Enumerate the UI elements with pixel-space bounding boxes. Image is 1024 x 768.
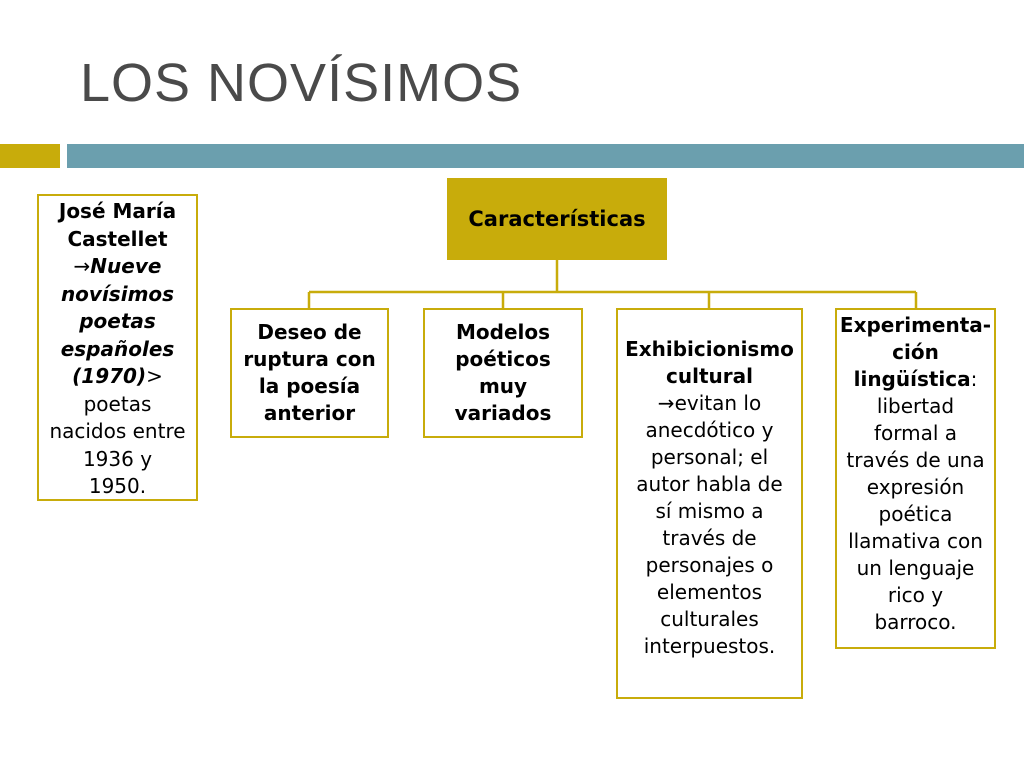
child-node-line: la poesía [258, 374, 361, 398]
child-node-body-line: un lenguaje [856, 556, 975, 580]
child-node-body-line: llamativa con [848, 529, 983, 553]
book-title-line: Nueve [90, 254, 162, 278]
castellet-desc-line: poetas [83, 391, 152, 416]
child-node-modelos-poeticos [423, 308, 583, 438]
child-node-body-line: través de [662, 526, 757, 550]
child-node-line: poéticos [455, 347, 551, 371]
child-node-body-line: formal a [873, 421, 958, 445]
child-node-body-line: autor habla de [636, 472, 783, 496]
child-node-body-line: culturales [660, 607, 759, 631]
slide-title: LOS NOVÍSIMOS [80, 53, 523, 113]
book-title-line: poetas [79, 309, 156, 333]
child-node-line: anterior [263, 401, 356, 425]
book-title-line: novísimos [60, 281, 175, 306]
child-node-body-line: personal; el [650, 445, 769, 469]
child-node-title-line: Exhibicionismo [625, 337, 794, 361]
child-node-body-line: través de una [846, 448, 985, 472]
book-title-line: españoles [60, 336, 175, 361]
book-year: (1970) [72, 364, 147, 388]
child-node-deseo-ruptura [230, 308, 389, 438]
root-node-label: Características [468, 206, 646, 231]
castellet-author-line: Castellet [67, 226, 168, 251]
arrow-right-icon: → [657, 391, 675, 415]
castellet-box [37, 194, 198, 501]
child-node-line: muy [478, 374, 528, 398]
child-node-line: variados [454, 401, 552, 425]
child-node-body-line: interpuestos. [643, 634, 776, 658]
arrow-right-icon: → [73, 254, 91, 278]
root-node-caracteristicas [447, 178, 667, 260]
child-node-body-line: personajes o [645, 553, 774, 577]
child-node-title-line: ción [892, 340, 939, 364]
child-node-title-line: Experimenta- [839, 313, 992, 337]
child-node-body-line: rico y [887, 583, 944, 607]
gt-symbol: > [146, 364, 163, 388]
child-node-body-line: poética [878, 502, 953, 526]
child-node-title-line: lingüística [853, 367, 971, 391]
castellet-author-line: José María [58, 199, 177, 223]
child-node-body-line: expresión [866, 475, 965, 499]
child-node-body-line: anecdótico y [645, 418, 774, 442]
child-node-body-line: barroco. [874, 610, 957, 634]
child-node-body-line: libertad [876, 394, 955, 418]
child-node-title-line: cultural [666, 364, 753, 388]
castellet-desc-line: 1950. [88, 474, 147, 498]
child-node-body-line: evitan lo [674, 391, 762, 415]
castellet-desc-line: nacidos entre [49, 419, 186, 443]
child-node-line: Modelos [455, 320, 551, 344]
child-node-exhibicionismo [616, 308, 803, 699]
child-node-experimentacion [835, 308, 996, 649]
child-node-line: Deseo de [257, 320, 362, 344]
colon-symbol: : [970, 367, 978, 391]
castellet-desc-line: 1936 y [82, 446, 153, 471]
child-node-body-line: elementos [656, 580, 763, 604]
child-node-line: ruptura con [243, 347, 376, 371]
child-node-body-line: sí mismo a [655, 499, 764, 523]
